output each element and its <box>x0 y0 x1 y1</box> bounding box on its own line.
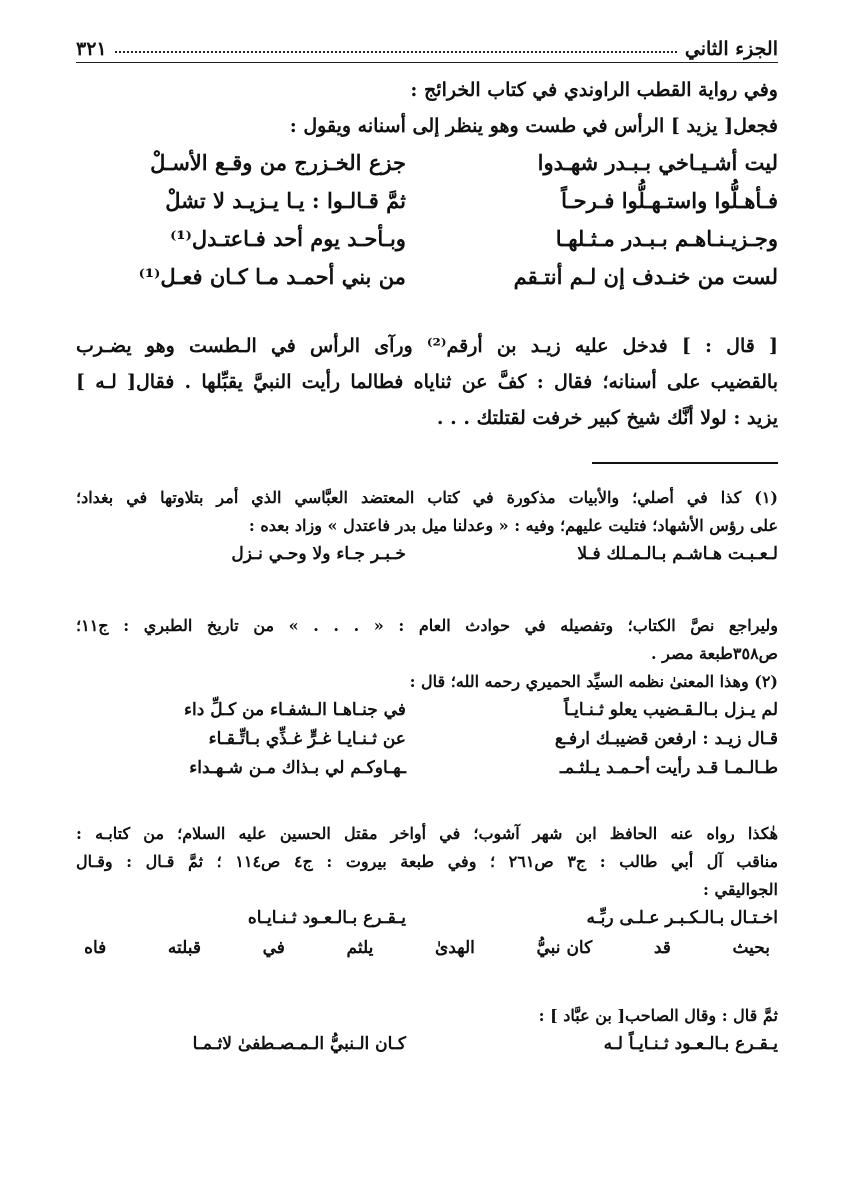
footnote-line: مناقب آل أبي طالب : ج٣ ص٢٦١ ؛ وفي طبعة بيروت : ج٤ ص١١٤ ؛ ثمَّ قـال : وقـال <box>76 852 779 871</box>
leader-dots <box>115 51 677 53</box>
footnote-verse <box>76 696 778 725</box>
poem <box>76 144 778 296</box>
verse-word: بحيث <box>732 938 770 958</box>
footnote-line: الجواليقي : <box>703 880 778 899</box>
verse-word: يلثم <box>346 938 374 958</box>
footnote-line: وليراجع نصَّ الكتاب؛ وتفصيله في حوادث العام : « . . . » من تاريخ الطبري : ج١١؛ <box>76 616 778 635</box>
verse-first-hemistich: يـقـرع بـالـعـود ثـنـايـاً لـه <box>603 1034 778 1054</box>
verse-first-hemistich: فـأهـلُّوا واستـهـلُّوا فـرحـاً <box>561 188 778 213</box>
verse-first-hemistich: لست من خنـدف إن لـم أنتـقم <box>513 264 778 289</box>
running-title: الجزء الثاني <box>684 38 778 60</box>
verse-word: قبلته <box>167 938 202 958</box>
page-number: ٣٢١ <box>76 38 107 60</box>
verse-line <box>76 144 778 182</box>
verse-second-hemistich: وبـأحـد يوم أحد فـاعتـدل⁽¹⁾ <box>170 226 406 251</box>
footnote-line: هٰكذا رواه عنه الحافظ ابن شهر آشوب؛ في أواخر مقتل الحسين عليه السلام؛ من كتابـه : <box>76 824 779 843</box>
paragraph-line: بالقضيب على أسنانه؛ فقال : كفَّ عن ثناياه فطالما رأيت النبيَّ يقبِّلها . فقال[ لـه ] <box>76 371 778 393</box>
paragraph-line: [ قال : ] فدخل عليه زيـد بن أرقم⁽²⁾ ورآى الرأس في الـطست وهو يضـرب <box>76 335 778 357</box>
intro-line-2: فجعل[ يزيد ] الرأس في طست وهو ينظر إلى أسنانه ويقول : <box>289 115 778 137</box>
footnote-line: ص٣٥٨طبعة مصر . <box>651 644 778 663</box>
header-rule <box>76 62 778 63</box>
footnote-1-tail <box>76 612 778 783</box>
verse-word: قد <box>653 938 671 958</box>
verse-first-hemistich: طـالـمـا قـد رأيت أحـمـد يـلثـمـ <box>559 758 778 778</box>
verse-word: كان نبيُّ <box>536 938 593 958</box>
verse-second-hemistich: جزع الخـزرج من وقـع الأسـلْ <box>150 150 406 175</box>
verse-first-hemistich: ليت أشـيـاخي بـبـدر شهـدوا <box>537 150 778 175</box>
verse-second-hemistich: ـهـاوكـم لي بـذاك مـن شـهـداء <box>189 758 406 778</box>
narrative-paragraph <box>76 328 778 436</box>
verse-first-hemistich: لـعـبـت هـاشـم بـالـمـلك فـلا <box>577 544 778 564</box>
verse-second-hemistich: في جنـاهـا الـشفـاء من كـلِّ داء <box>184 700 406 720</box>
footnote-line: على رؤس الأشهاد؛ فتليت عليهم؛ وفيه : « وعدلنا ميل بدر فاعتدل » وزاد بعده : <box>248 516 778 535</box>
verse-first-hemistich: وجـزيـنـاهـم بـبـدر مـثـلهـا <box>555 226 778 251</box>
verse-first-hemistich: لم يـزل بـالـقـضيب يعلو ثـنـايـاً <box>563 700 778 720</box>
verse-word: فاه <box>84 938 107 958</box>
footnote-verse <box>76 540 778 569</box>
verse-second-hemistich: ثمَّ قـالـوا : يـا يـزيـد لا تشلْ <box>165 188 406 213</box>
verse-line <box>76 182 778 220</box>
verse-second-hemistich: يـقـرع بـالـعـود ثـنـايـاه <box>247 908 406 928</box>
verse-second-hemistich: من بني أحمـد مـا كـان فعـل⁽¹⁾ <box>138 264 406 289</box>
footnote-4 <box>76 1002 778 1059</box>
verse-first-hemistich: اخـتـال بـالـكـبـر عـلـى ربِّـه <box>586 908 778 928</box>
footnote-verse <box>76 904 778 933</box>
verse-word: في <box>262 938 285 958</box>
spaced-verse-words <box>76 933 778 963</box>
intro-line: وفي رواية القطب الراوندي في كتاب الخرائج : <box>410 79 778 101</box>
footnote-line: (١) كذا في أصلي؛ والأبيات مذكورة في كتاب المعتضد العبَّاسي الذي أمر بتلاوتها في بغداد؛ <box>76 488 778 507</box>
paragraph-line: يزيد : لولا أنَّك شيخ كبير خرفت لقتلتك . . . <box>436 407 778 429</box>
verse-line <box>76 258 778 296</box>
verse-second-hemistich: خـبـر جـاء ولا وحـي نـزل <box>231 544 406 564</box>
verse-second-hemistich: كـان الـنبيُّ الـمـصـطفىٰ لاثـمـا <box>192 1034 406 1054</box>
verse-word: الهدىٰ <box>434 938 475 958</box>
footnote-2-intro: (٢) وهذا المعنىٰ نظمه السيِّد الحميري رحمه الله؛ قال : <box>409 672 778 691</box>
verse-first-hemistich: قـال زيـد : ارفعن قضيبـك ارفـع <box>554 729 778 749</box>
footnote-verse <box>76 725 778 754</box>
verse-line <box>76 220 778 258</box>
footnote-3 <box>76 820 778 963</box>
verse-second-hemistich: عن ثـنـايـا غـرٍّ غـذِّي بـاتِّـقـاء <box>208 729 406 749</box>
footnote-verse <box>76 754 778 783</box>
footnote-1 <box>76 484 778 569</box>
footnote-verse <box>76 1030 778 1059</box>
footnote-line: ثمَّ قال : وقال الصاحب[ بن عبَّاد ] : <box>538 1006 778 1025</box>
main-text <box>76 72 778 296</box>
page-header <box>76 30 778 60</box>
footnote-separator <box>592 462 778 464</box>
